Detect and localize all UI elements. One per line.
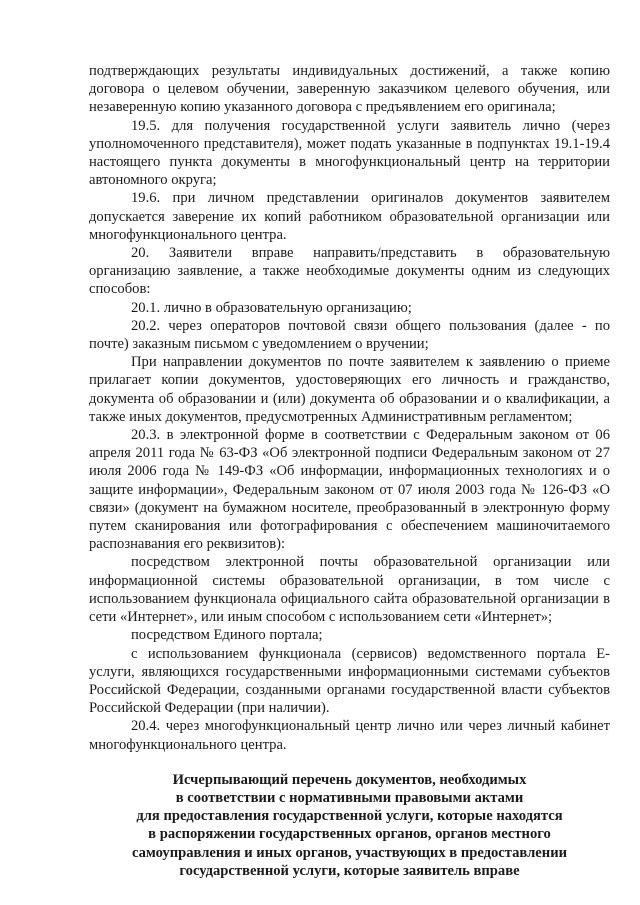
paragraph-19-5: 19.5. для получения государственной услуги заявитель лично (через уполномоченного представителя), может подать указанные в подпунктах 19.1-19.4 настоящего пункта документы в многофункциональный центр на территории автономного округа; (89, 117, 610, 189)
paragraph-20-3: 20.3. в электронной форме в соответствии с Федеральным законом от 06 апреля 2011 года № 63-ФЗ «Об электронной подписи Федеральным законом от 27 июля 2006 года № 149-ФЗ «Об информации, информационных технологиях и о защите информации», Федеральным законом от 07 июля 2003 года № 126-ФЗ «О связи» (документ на бумажном носителе, преобразованный в электронную форму путем сканирования или фотографирования с обеспечением машиночитаемого распознавания его реквизитов): (89, 427, 610, 553)
paragraph-e-services-portal: с использованием функционала (сервисов) ведомственного портала Е-услуги, являющихся государственными информационными системами субъектов Российской Федерации, созданными органами государственной власти субъектов Российской Федерации (при наличии). (89, 645, 610, 717)
heading-line: в соответствии с нормативными правовыми актами (175, 789, 524, 806)
heading-line: самоуправления и иных органов, участвующих в предоставлении (131, 844, 568, 861)
heading-line: государственной услуги, которые заявитель вправе (179, 862, 520, 879)
paragraph-20-1: 20.1. лично в образовательную организацию; (131, 299, 412, 316)
paragraph-20-4: 20.4. через многофункциональный центр лично или через личный кабинет многофункционального центра. (89, 718, 610, 753)
section-heading (89, 771, 610, 880)
paragraph-continuation: подтверждающих результаты индивидуальных достижений, а также копию договора о целевом обучении, заверенную заказчиком целевого обучения, или незаверенную копию указанного договора с предъявлением его оригинала; (89, 63, 610, 116)
heading-line: в распоряжении государственных органов, органов местного (148, 826, 551, 843)
paragraph-19-6: 19.6. при личном представлении оригиналов документов заявителем допускается заверение их копий работником образовательной организации или многофункционального центра. (89, 190, 610, 243)
document-page (89, 62, 610, 880)
paragraph-unified-portal: посредством Единого портала; (131, 627, 323, 644)
paragraph-email-submission: посредством электронной почты образовательной организации или информационной системы образовательной организации, в том числе с использованием функционала официального сайта образовательной организации в сети «Интернет», или иным способом с использованием сети «Интернет»; (89, 554, 610, 626)
paragraph-mail-submission: При направлении документов по почте заявителем к заявлению о приеме прилагает копии документов, удостоверяющих его личность и гражданство, документа об образовании и (или) документа об образовании и о квалификации, а также иных документов, предусмотренных Административным регламентом; (89, 354, 610, 425)
paragraph-20: 20. Заявители вправе направить/представить в образовательную организацию заявление, а также необходимые документы одним из следующих способов: (89, 245, 610, 298)
heading-line: Исчерпывающий перечень документов, необходимых (172, 771, 527, 788)
heading-line: для предоставления государственной услуги, которые находятся (136, 808, 563, 825)
paragraph-20-2: 20.2. через операторов почтовой связи общего пользования (далее - по почте) заказным письмом с уведомлением о вручении; (89, 317, 610, 353)
